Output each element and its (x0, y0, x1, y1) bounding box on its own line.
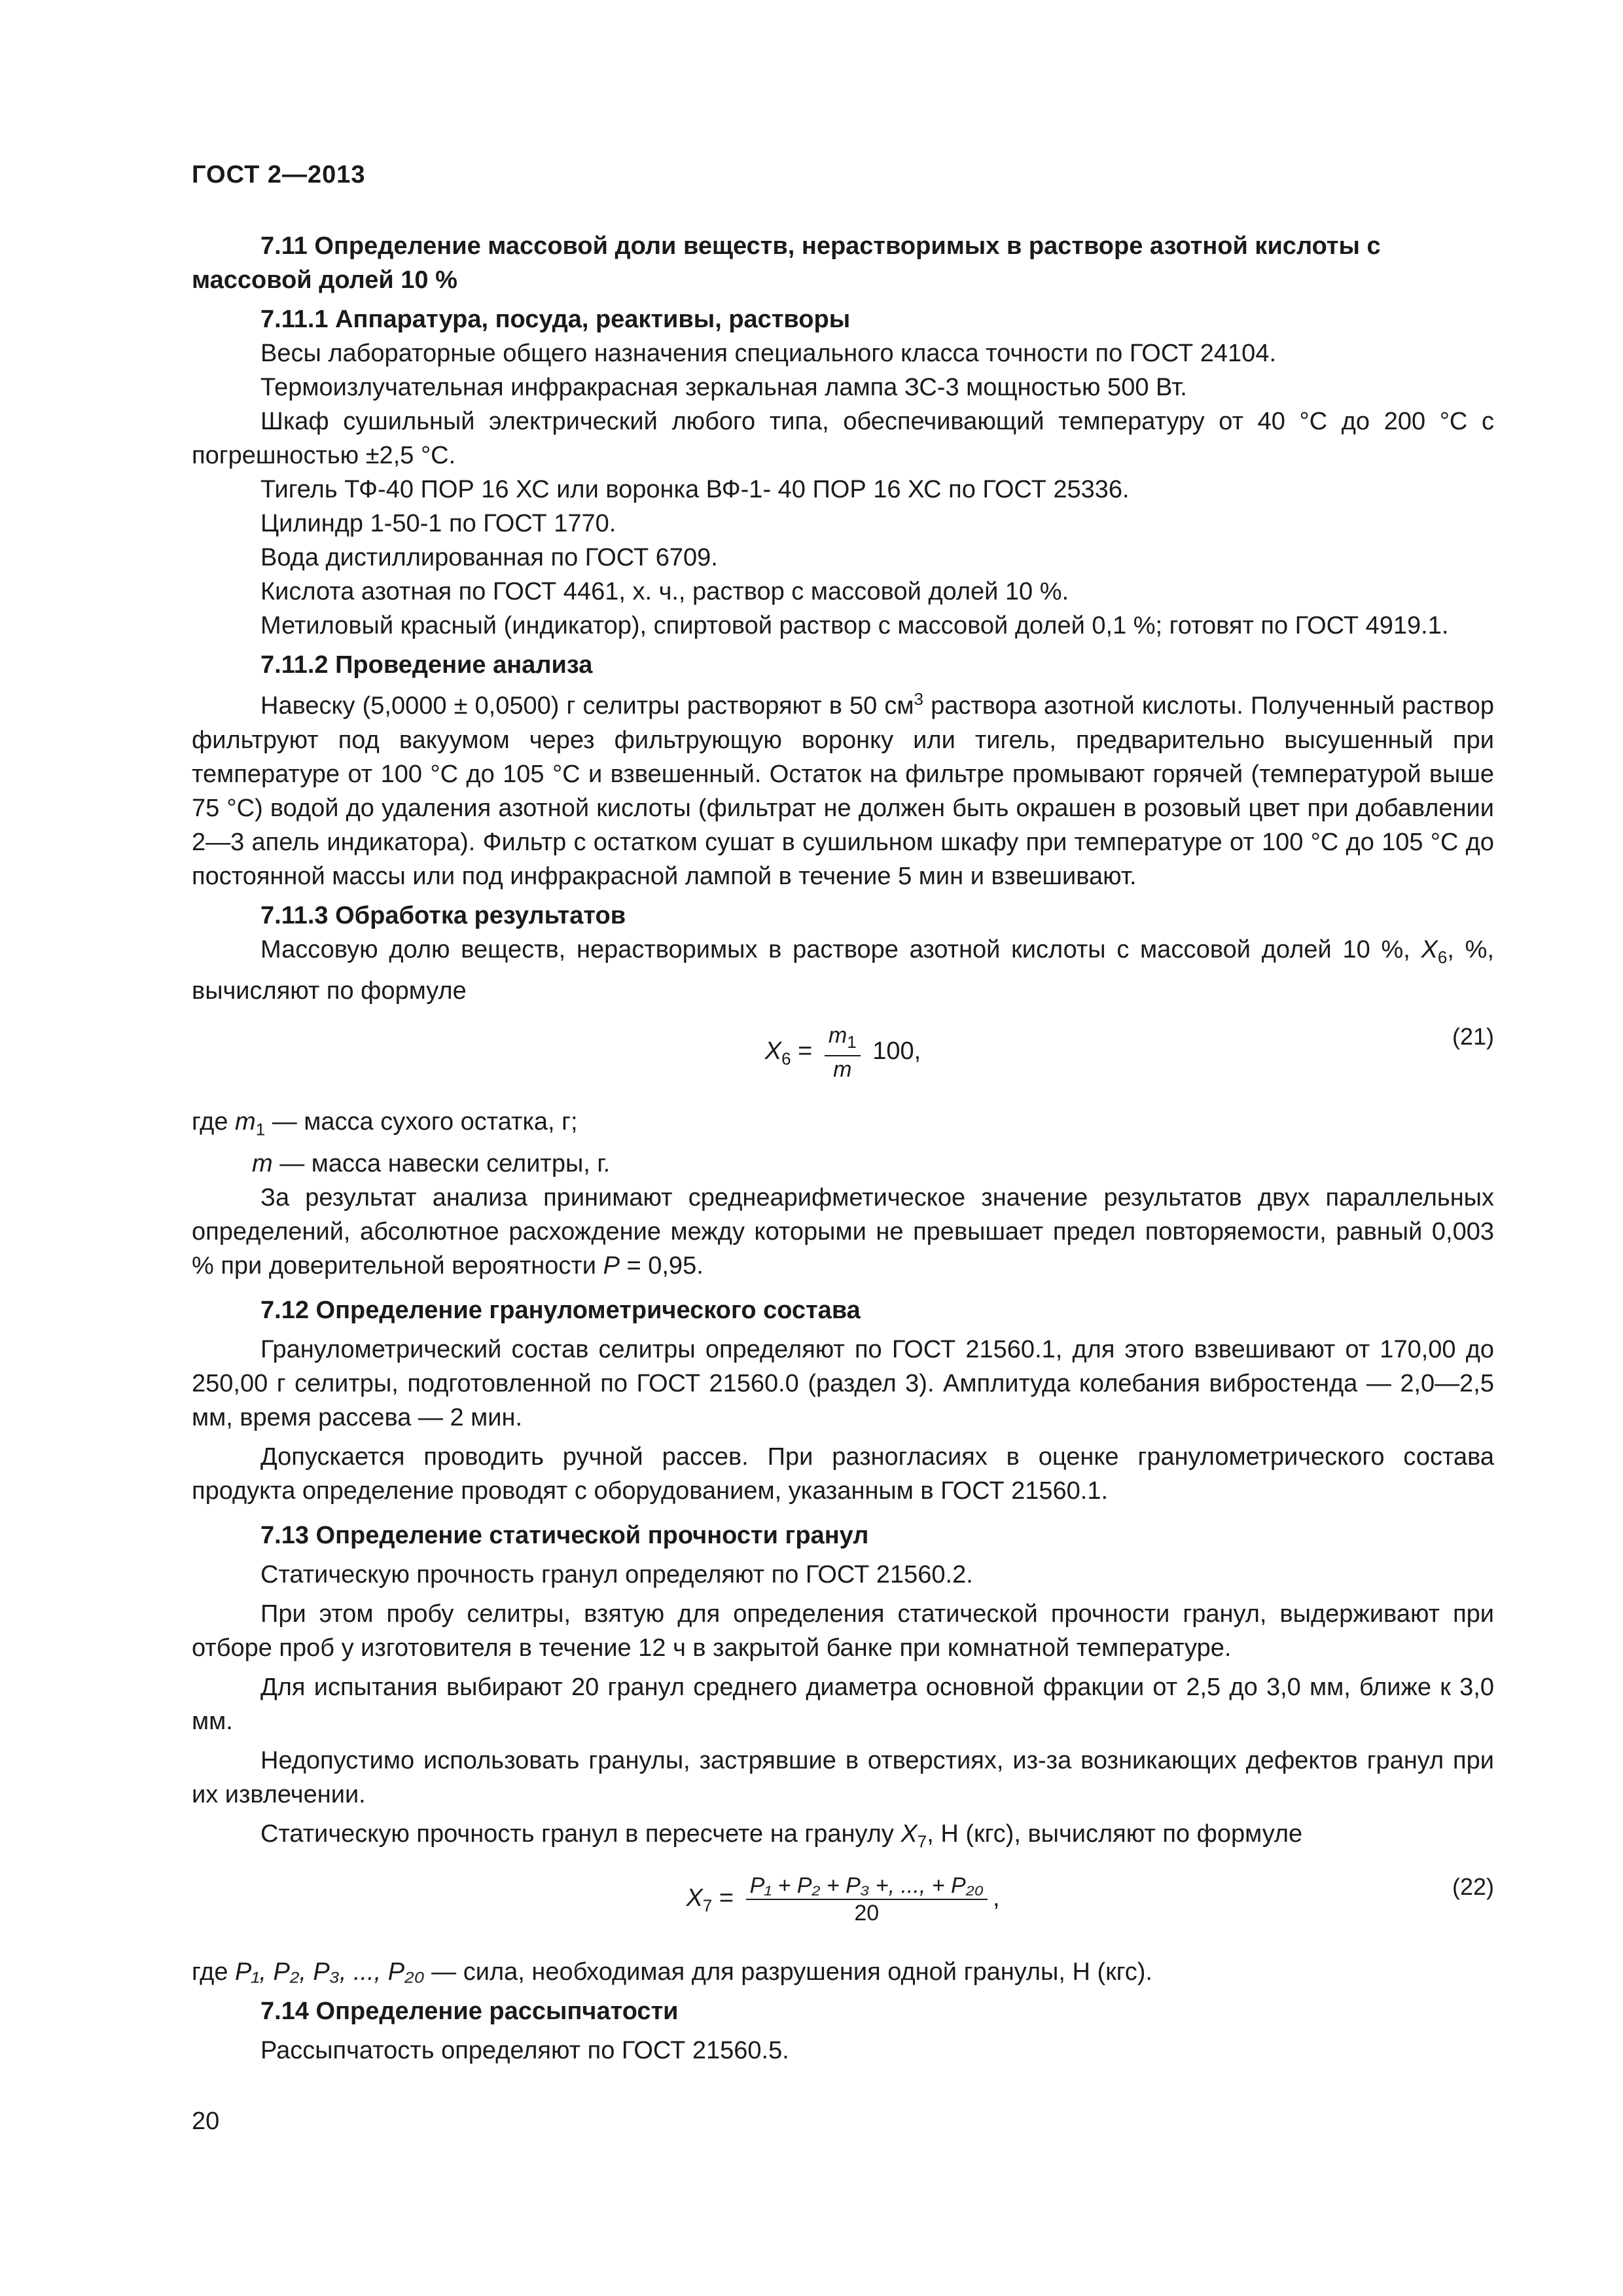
definition-line (192, 1955, 1494, 1989)
formula-body (192, 1022, 1494, 1083)
text-run: — сила, необходимая для разрушения одной гранулы, Н (кгс). (424, 1958, 1152, 1986)
page-number: 20 (192, 2108, 220, 2135)
spacer (192, 1435, 1494, 1440)
formula-equals: = (798, 1037, 813, 1066)
formula-lhs: X (686, 1884, 703, 1912)
text-run: Массовую долю веществ, нерастворимых в растворе азотной кислоты с массовой долей 10 %, (260, 935, 1410, 963)
paragraph: Допускается проводить ручной рассев. При разногласиях в оценке гранулометрического состава продукта определение проводят с оборудованием, указанным в ГОСТ 21560.1. (192, 1443, 1494, 1505)
variable: P (603, 1251, 620, 1280)
subscript: 1 (255, 1119, 266, 1139)
paragraph: Цилиндр 1-50-1 по ГОСТ 1770. (260, 510, 616, 537)
formula-tail: , (993, 1884, 1000, 1912)
numerator-expr: P₁ + P₂ + P₃ +, ..., + P₂₀ (749, 1873, 984, 1899)
fraction-denominator (825, 1056, 861, 1083)
paragraph (192, 933, 1494, 1009)
spacer (192, 1508, 1494, 1513)
fraction-denominator: 20 (854, 1901, 880, 1926)
fraction-numerator (746, 1873, 988, 1900)
text-run: Статическую прочность гранул в пересчете на гранулу (260, 1820, 901, 1848)
formula-lhs-sub: 7 (702, 1896, 713, 1916)
formula-body (192, 1873, 1494, 1926)
equation-number: (22) (1452, 1873, 1494, 1901)
formula-definitions (192, 1105, 1494, 1181)
subscript: 7 (917, 1831, 927, 1852)
denominator-var: m (833, 1057, 852, 1083)
paragraph: Тигель ТФ-40 ПОР 16 ХС или воронка ВФ-1- 40 ПОР 16 ХС по ГОСТ 25336. (260, 476, 1130, 503)
section-7-13-heading: 7.13 Определение статической прочности гранул (260, 1521, 869, 1549)
paragraph: Статическую прочность гранул определяют по ГОСТ 21560.2. (260, 1560, 973, 1588)
paragraph: Термоизлучательная инфракрасная зеркальная лампа ЗС-3 мощностью 500 Вт. (260, 374, 1187, 401)
paragraph: Гранулометрический состав селитры определяют по ГОСТ 21560.1, для этого взвешивают от 170,00 до 250,00 г селитры, подготовленной по ГОСТ 21560.0 (раздел 3). Амплитуда колебания вибростенда — 2,0—2,5 мм, время рассева — 2 мин. (192, 1335, 1494, 1431)
page-content (192, 229, 1494, 2068)
variable: X (1421, 935, 1438, 963)
variable: X (901, 1820, 918, 1848)
paragraph: Кислота азотная по ГОСТ 4461, х. ч., раствор с массовой долей 10 %. (260, 578, 1069, 605)
definition-line (192, 1147, 1494, 1181)
definition-line (192, 1105, 1494, 1147)
spacer (192, 1327, 1494, 1333)
paragraph: Весы лабораторные общего назначения специального класса точности по ГОСТ 24104. (260, 340, 1277, 367)
spacer (192, 1283, 1494, 1288)
variable: m (252, 1149, 273, 1177)
text-run: , Н (кгс), вычисляют по формуле (927, 1820, 1303, 1848)
section-7-12-heading: 7.12 Определение гранулометрического состава (260, 1296, 861, 1324)
spacer (192, 1738, 1494, 1744)
subscript: 6 (1437, 947, 1448, 967)
numerator-sub: 1 (847, 1032, 857, 1052)
section-7-11-heading: 7.11 Определение массовой доли веществ, нерастворимых в растворе азотной кислоты с массовой долей 10 % (192, 232, 1381, 294)
text-run: где (192, 1108, 236, 1136)
fraction-numerator (825, 1022, 861, 1056)
text-run: , %, вычисляют по формуле (192, 935, 1495, 1005)
paragraph: Для испытания выбирают 20 гранул среднего диаметра основной фракции от 2,5 до 3,0 мм, ближе к 3,0 мм. (192, 1673, 1494, 1735)
spacer (192, 1812, 1494, 1817)
section-7-14-heading: 7.14 Определение рассыпчатости (260, 1998, 679, 2026)
paragraph: Рассыпчатость определяют по ГОСТ 21560.5. (260, 2037, 789, 2065)
paragraph (192, 682, 1494, 893)
equation-number: (21) (1452, 1023, 1494, 1050)
text-run: Навеску (5,0000 ± 0,0500) г селитры растворяют в 50 см (260, 692, 914, 720)
text-run: = 0,95. (619, 1251, 704, 1280)
superscript: 3 (914, 689, 923, 709)
formula-22 (192, 1873, 1494, 1951)
text-run: — масса сухого остатка, г; (265, 1108, 578, 1136)
document-code: ГОСТ 2—2013 (192, 161, 366, 188)
paragraph (192, 1181, 1494, 1283)
text-run: где (192, 1958, 236, 1986)
paragraph: При этом пробу селитры, взятую для определения статической прочности гранул, выдерживают при отборе проб у изготовителя в течение 12 ч в закрытой банке при комнатной температуре. (192, 1600, 1494, 1662)
formula-lhs-sub: 6 (781, 1049, 791, 1069)
formula-21 (192, 1022, 1494, 1101)
formula-lhs: X (764, 1037, 782, 1066)
formula-equals: = (719, 1884, 734, 1912)
spacer (192, 2028, 1494, 2034)
paragraph (192, 1817, 1494, 1859)
spacer (192, 1665, 1494, 1670)
formula-fraction (825, 1022, 861, 1083)
section-7-11-1-heading: 7.11.1 Аппаратура, посуда, реактивы, растворы (260, 306, 851, 333)
section-7-11-3-heading: 7.11.3 Обработка результатов (260, 901, 626, 929)
formula-tail: 100, (872, 1037, 921, 1066)
paragraph: Вода дистиллированная по ГОСТ 6709. (260, 544, 718, 571)
paragraph: Шкаф сушильный электрический любого типа, обеспечивающий температуру от 40 °С до 200 °С с погрешностью ±2,5 °С. (192, 408, 1494, 469)
text-run: За результат анализа принимают среднеарифметическое значение результатов двух параллельных определений, абсолютное расхождение между которыми не превышает предел повторяемости, равный 0,003 % при доверительной вероятности (192, 1183, 1494, 1280)
variable-list: P₁, P₂, P₃, ..., P₂₀ (235, 1958, 425, 1986)
formula-fraction (746, 1873, 988, 1926)
section-7-11-2-heading: 7.11.2 Проведение анализа (260, 651, 593, 679)
numerator-var: m (828, 1023, 847, 1049)
text-run: — масса навески селитры, г. (272, 1149, 611, 1177)
spacer (192, 1592, 1494, 1597)
paragraph: Метиловый красный (индикатор), спиртовой раствор с массовой долей 0,1 %; готовят по ГОСТ 4919.1. (260, 612, 1449, 639)
text-run: раствора азотной кислоты. Полученный раствор фильтруют под вакуумом через фильтрующую воронку или тигель, предварительно высушенный при температуре от 100 °С до 105 °С и взвешенный. Остаток на фильтре промывают горячей (температурой выше 75 °С) водой до удаления азотной кислоты (фильтрат не должен быть окрашен в розовый цвет при добавлении 2—3 апель индикатора). Фильтр с остатком сушат в сушильном шкафу при температуре от 100 °С до 105 °С до постоянной массы или под инфракрасной лампой в течение 5 мин и взвешивают. (192, 692, 1495, 890)
spacer (192, 1552, 1494, 1558)
paragraph: Недопустимо использовать гранулы, застрявшие в отверстиях, из-за возникающих дефектов гранул при их извлечении. (192, 1746, 1494, 1808)
variable: m (235, 1108, 256, 1136)
